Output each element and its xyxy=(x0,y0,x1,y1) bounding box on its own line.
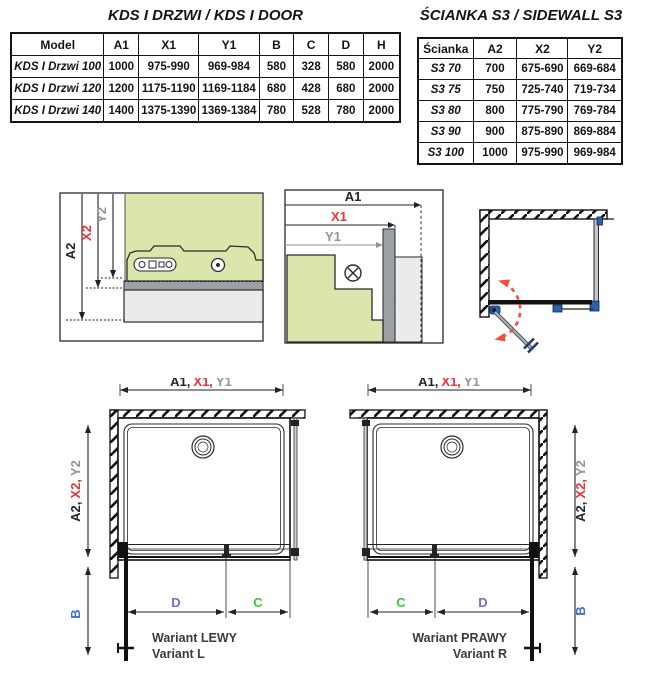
variant-caption-line2: Variant R xyxy=(452,647,507,661)
dimension-c xyxy=(228,595,288,615)
sidewall-glass xyxy=(590,217,603,311)
cell: 1175-1190 xyxy=(139,78,199,100)
dimension-a2-x2-y2 xyxy=(68,425,91,557)
col-x2: X2 xyxy=(517,38,568,59)
col-y2: Y2 xyxy=(568,38,622,59)
shower-tray xyxy=(367,418,539,560)
cell: 750 xyxy=(473,80,517,101)
dim-label-c: C xyxy=(253,595,263,610)
cell: 1400 xyxy=(104,100,139,123)
cell: 2000 xyxy=(363,100,400,123)
col-scianka: Ścianka xyxy=(418,38,473,59)
cell: 669-684 xyxy=(568,59,622,80)
variant-caption-line1: Wariant LEWY xyxy=(152,631,237,645)
cell: 875-890 xyxy=(517,122,568,143)
screw-icon xyxy=(345,265,361,281)
model-name: S3 75 xyxy=(418,80,473,101)
section-drawing-sidewall xyxy=(40,185,270,347)
sidewall-glass xyxy=(291,418,299,560)
dim-label-d: D xyxy=(171,595,181,610)
door-table-header-row xyxy=(11,33,400,56)
section-drawing-door xyxy=(273,185,451,347)
model-name: S3 100 xyxy=(418,143,473,165)
dimension-a1-x1-y1 xyxy=(368,378,531,396)
drain-icon xyxy=(441,436,463,458)
dim-label-b: B xyxy=(68,609,83,619)
dim-label-a1: A1 xyxy=(344,189,362,204)
dimension-b xyxy=(572,567,588,655)
dim-label-side: A2,X2,Y2 xyxy=(573,460,588,522)
model-name: S3 90 xyxy=(418,122,473,143)
hinge-block-icon xyxy=(118,542,128,556)
cell: 680 xyxy=(328,78,363,100)
cell: 780 xyxy=(259,100,294,123)
door-open-panel xyxy=(118,558,134,661)
cell: 428 xyxy=(294,78,329,100)
cell: 1200 xyxy=(104,78,139,100)
door-table xyxy=(10,32,401,123)
cell: 969-984 xyxy=(199,56,259,78)
col-c: C xyxy=(294,33,329,56)
cell: 1369-1384 xyxy=(199,100,259,123)
sidewall-table xyxy=(417,37,623,165)
model-name: KDS I Drzwi 140 xyxy=(11,100,104,123)
cell: 969-984 xyxy=(568,143,622,165)
dimension-a2-x2-y2 xyxy=(572,425,588,557)
dim-label-x2: X2 xyxy=(79,225,94,241)
cell: 975-990 xyxy=(517,143,568,165)
variant-left-drawing xyxy=(58,378,316,676)
model-name: KDS I Drzwi 100 xyxy=(11,56,104,78)
cell: 975-990 xyxy=(139,56,199,78)
cell: 680 xyxy=(259,78,294,100)
model-name: S3 80 xyxy=(418,101,473,122)
wall-profile xyxy=(395,257,422,342)
door-side-profile xyxy=(383,229,395,342)
dimension-d xyxy=(437,595,529,615)
dim-label-c: C xyxy=(396,595,406,610)
col-x1: X1 xyxy=(139,33,199,56)
dim-label-top: A1, X1, Y1 xyxy=(418,378,480,389)
cell: 1169-1184 xyxy=(199,78,259,100)
dim-label-d: D xyxy=(478,595,488,610)
wall-bracket-icon xyxy=(597,217,603,225)
support-bracket-icon xyxy=(553,305,562,312)
col-h: H xyxy=(363,33,400,56)
variant-caption-line2: Variant L xyxy=(152,647,205,661)
variant-right-drawing xyxy=(335,378,620,676)
cell: 800 xyxy=(473,101,517,122)
cell: 769-784 xyxy=(568,101,622,122)
table-row xyxy=(11,78,400,100)
sidewall-table-title: ŚCIANKA S3 / SIDEWALL S3 xyxy=(419,7,623,24)
dimension-y1 xyxy=(285,229,383,248)
shower-tray xyxy=(118,418,290,560)
col-d: D xyxy=(328,33,363,56)
cell: 780 xyxy=(328,100,363,123)
rail-profile xyxy=(124,281,263,290)
door-bottom-profile xyxy=(127,246,263,281)
table-row xyxy=(418,80,622,101)
glass-panel-section xyxy=(287,255,383,342)
drain-icon xyxy=(192,436,214,458)
dim-label-y1: Y1 xyxy=(325,229,341,244)
dim-label-side: A2,X2,Y2 xyxy=(68,460,83,522)
cell: 719-734 xyxy=(568,80,622,101)
cell: 1000 xyxy=(104,56,139,78)
table-row xyxy=(418,122,622,143)
table-row xyxy=(11,56,400,78)
dim-label-x1: X1 xyxy=(331,209,347,224)
dim-label-b: B xyxy=(573,606,588,616)
model-name: KDS I Drzwi 120 xyxy=(11,78,104,100)
cell: 1000 xyxy=(473,143,517,165)
cell: 700 xyxy=(473,59,517,80)
cell: 725-740 xyxy=(517,80,568,101)
cell: 580 xyxy=(259,56,294,78)
table-row xyxy=(11,100,400,123)
cell: 328 xyxy=(294,56,329,78)
cell: 775-790 xyxy=(517,101,568,122)
col-b: B xyxy=(259,33,294,56)
hinge-block-icon xyxy=(529,542,539,556)
table-row xyxy=(418,59,622,80)
dimension-b xyxy=(68,567,91,655)
door-table-title: KDS I DRZWI / KDS I DOOR xyxy=(108,7,303,24)
door-open-panel xyxy=(524,558,540,661)
cell: 528 xyxy=(294,100,329,123)
dim-label-top: A1, X1, Y1 xyxy=(170,378,232,389)
table-row xyxy=(418,143,622,165)
door-closed-position xyxy=(488,300,593,312)
door-open-panel xyxy=(495,312,538,353)
cell: 869-884 xyxy=(568,122,622,143)
cell: 1375-1390 xyxy=(139,100,199,123)
cell: 900 xyxy=(473,122,517,143)
col-a2: A2 xyxy=(473,38,517,59)
col-y1: Y1 xyxy=(199,33,259,56)
dimension-a1-x1-y1 xyxy=(120,378,283,396)
cell: 675-690 xyxy=(517,59,568,80)
cell: 2000 xyxy=(363,56,400,78)
dim-label-y2: Y2 xyxy=(94,207,109,223)
table-row xyxy=(418,101,622,122)
sidewall-table-header-row xyxy=(418,38,622,59)
dim-label-a2: A2 xyxy=(63,242,78,260)
cell: 580 xyxy=(328,56,363,78)
col-a1: A1 xyxy=(104,33,139,56)
model-name: S3 70 xyxy=(418,59,473,80)
col-model: Model xyxy=(11,33,104,56)
cell: 2000 xyxy=(363,78,400,100)
variant-caption-line1: Wariant PRAWY xyxy=(412,631,507,645)
plan-view-door-swing xyxy=(462,188,654,356)
shower-tray-section xyxy=(124,290,263,322)
